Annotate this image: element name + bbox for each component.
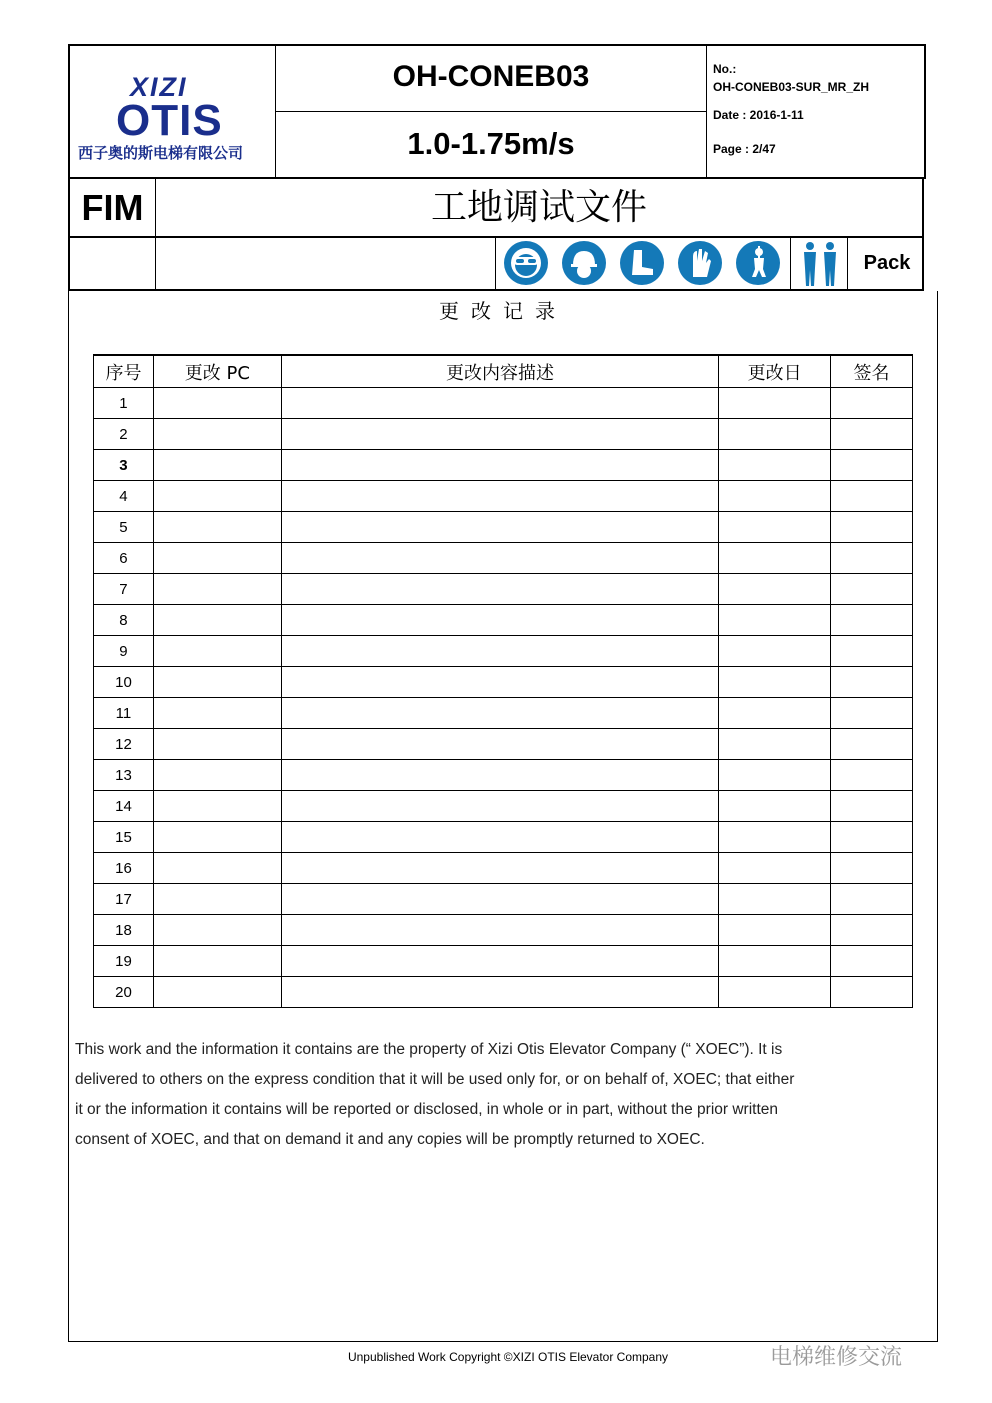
table-cell <box>153 636 281 667</box>
table-row <box>94 760 913 791</box>
table-cell <box>281 853 718 884</box>
table-cell <box>153 822 281 853</box>
row-number: 17 <box>94 884 154 915</box>
table-cell <box>719 574 831 605</box>
table-cell <box>153 760 281 791</box>
table-row <box>94 636 913 667</box>
col-date: 更改日 <box>719 355 831 388</box>
doc-info <box>706 46 924 177</box>
logo-otis-text: OTIS <box>116 96 223 145</box>
table-cell <box>831 698 913 729</box>
table-row <box>94 667 913 698</box>
doc-no-label: No.: <box>713 62 737 76</box>
table-cell <box>153 543 281 574</box>
table-row <box>94 419 913 450</box>
table-cell <box>153 605 281 636</box>
row-number: 20 <box>94 977 154 1008</box>
table-row <box>94 543 913 574</box>
table-cell <box>831 946 913 977</box>
table-row <box>94 574 913 605</box>
table-row <box>94 605 913 636</box>
table-cell <box>831 388 913 419</box>
speed-range: 1.0-1.75m/s <box>407 126 575 161</box>
row-number: 12 <box>94 729 154 760</box>
disclaimer-line: consent of XOEC, and that on demand it and any copies will be promptly returned to XOEC. <box>75 1131 705 1148</box>
table-cell <box>281 791 718 822</box>
table-cell <box>153 853 281 884</box>
doc-date: Date : 2016-1-11 <box>713 108 804 122</box>
table-cell <box>719 884 831 915</box>
row-number: 8 <box>94 605 154 636</box>
table-cell <box>281 760 718 791</box>
table-row <box>94 729 913 760</box>
table-cell <box>281 729 718 760</box>
row-number: 11 <box>94 698 154 729</box>
table-cell <box>831 853 913 884</box>
table-row <box>94 512 913 543</box>
table-cell <box>281 884 718 915</box>
table-cell <box>153 450 281 481</box>
goggles-icon <box>504 241 548 285</box>
table-cell <box>153 512 281 543</box>
table-cell <box>719 698 831 729</box>
table-row <box>94 698 913 729</box>
table-row <box>94 853 913 884</box>
col-desc: 更改内容描述 <box>281 355 718 388</box>
row-number: 2 <box>94 419 154 450</box>
record-title: 更改记录 <box>439 299 567 323</box>
row-number: 16 <box>94 853 154 884</box>
logo-xizi-text: XIZI <box>130 72 188 102</box>
table-cell <box>719 481 831 512</box>
disclaimer-line: This work and the information it contains are the property of Xizi Otis Elevator Company (“ XOEC”). It is <box>75 1041 783 1058</box>
table-cell <box>281 388 718 419</box>
table-cell <box>719 605 831 636</box>
table-cell <box>153 388 281 419</box>
table-cell <box>719 977 831 1008</box>
table-cell <box>719 388 831 419</box>
table-cell <box>719 450 831 481</box>
table-cell <box>719 512 831 543</box>
table-cell <box>831 884 913 915</box>
table-cell <box>719 667 831 698</box>
harness-icon <box>736 241 780 285</box>
table-cell <box>831 605 913 636</box>
row-number: 13 <box>94 760 154 791</box>
table-cell <box>719 636 831 667</box>
table-cell <box>153 729 281 760</box>
two-person-icon <box>790 238 848 289</box>
doc-no-value: OH-CONEB03-SUR_MR_ZH <box>713 80 870 94</box>
doc-page: Page : 2/47 <box>713 142 776 156</box>
row-number: 6 <box>94 543 154 574</box>
table-cell <box>153 791 281 822</box>
document-header <box>68 44 926 179</box>
table-cell <box>281 481 718 512</box>
table-cell <box>719 946 831 977</box>
table-cell <box>281 512 718 543</box>
table-cell <box>831 636 913 667</box>
pack-label: Pack <box>863 252 911 274</box>
row-number: 4 <box>94 481 154 512</box>
table-row <box>94 915 913 946</box>
table-cell <box>719 729 831 760</box>
blank-cell <box>70 238 156 289</box>
disclaimer <box>75 1035 905 1155</box>
table-cell <box>719 543 831 574</box>
table-header-row <box>94 355 913 388</box>
fim-title: 工地调试文件 <box>430 187 647 228</box>
change-record-table <box>93 354 913 1008</box>
table-cell <box>153 419 281 450</box>
table-cell <box>831 419 913 450</box>
row-number: 5 <box>94 512 154 543</box>
logo-company-name: 西子奥的斯电梯有限公司 <box>78 145 244 162</box>
table-row <box>94 946 913 977</box>
table-cell <box>153 977 281 1008</box>
table-cell <box>153 884 281 915</box>
table-cell <box>719 915 831 946</box>
gloves-icon <box>678 241 722 285</box>
row-number: 3 <box>94 450 154 481</box>
row-number: 7 <box>94 574 154 605</box>
doc-code: OH-CONEB03 <box>276 46 706 112</box>
table-cell <box>831 760 913 791</box>
table-cell <box>719 760 831 791</box>
table-cell <box>831 667 913 698</box>
table-cell <box>153 946 281 977</box>
table-cell <box>153 698 281 729</box>
logo-area <box>70 46 276 177</box>
table-cell <box>831 915 913 946</box>
blank-cell <box>156 238 496 289</box>
table-cell <box>281 543 718 574</box>
row-number: 15 <box>94 822 154 853</box>
row-number: 18 <box>94 915 154 946</box>
ppe-row <box>68 238 924 291</box>
table-cell <box>281 574 718 605</box>
table-row <box>94 450 913 481</box>
table-cell <box>153 481 281 512</box>
disclaimer-line: it or the information it contains will be reported or disclosed, in whole or in part, without the prior written <box>75 1101 779 1118</box>
table-cell <box>281 450 718 481</box>
col-seq: 序号 <box>94 355 154 388</box>
disclaimer-line: delivered to others on the express condition that it will be used only for, or on behalf of, XOEC; that either <box>75 1071 795 1088</box>
table-row <box>94 791 913 822</box>
table-cell <box>153 915 281 946</box>
table-cell <box>831 450 913 481</box>
table-cell <box>281 946 718 977</box>
table-cell <box>831 729 913 760</box>
row-number: 19 <box>94 946 154 977</box>
table-cell <box>281 822 718 853</box>
table-row <box>94 884 913 915</box>
col-pc: 更改 PC <box>153 355 281 388</box>
fim-label: FIM <box>70 179 156 236</box>
table-cell <box>281 915 718 946</box>
row-number: 14 <box>94 791 154 822</box>
table-row <box>94 481 913 512</box>
table-cell <box>719 791 831 822</box>
page-body <box>68 291 938 1342</box>
table-row <box>94 388 913 419</box>
table-row <box>94 977 913 1008</box>
row-number: 9 <box>94 636 154 667</box>
row-number: 1 <box>94 388 154 419</box>
safety-boot-icon <box>620 241 664 285</box>
table-cell <box>153 667 281 698</box>
table-cell <box>831 512 913 543</box>
table-cell <box>831 574 913 605</box>
table-cell <box>831 481 913 512</box>
table-cell <box>831 543 913 574</box>
table-cell <box>281 636 718 667</box>
table-cell <box>281 667 718 698</box>
helmet-icon <box>562 241 606 285</box>
copyright-footer: Unpublished Work Copyright ©XIZI OTIS Elevator Company <box>347 1350 669 1364</box>
table-cell <box>281 419 718 450</box>
table-cell <box>719 853 831 884</box>
col-sign: 签名 <box>831 355 913 388</box>
table-row <box>94 822 913 853</box>
row-number: 10 <box>94 667 154 698</box>
watermark: 电梯维修交流 <box>770 1345 903 1370</box>
table-cell <box>281 605 718 636</box>
table-cell <box>719 419 831 450</box>
table-cell <box>153 574 281 605</box>
table-cell <box>831 791 913 822</box>
table-cell <box>281 977 718 1008</box>
table-cell <box>719 822 831 853</box>
table-cell <box>831 822 913 853</box>
fim-row <box>68 179 924 238</box>
table-cell <box>831 977 913 1008</box>
table-cell <box>281 698 718 729</box>
